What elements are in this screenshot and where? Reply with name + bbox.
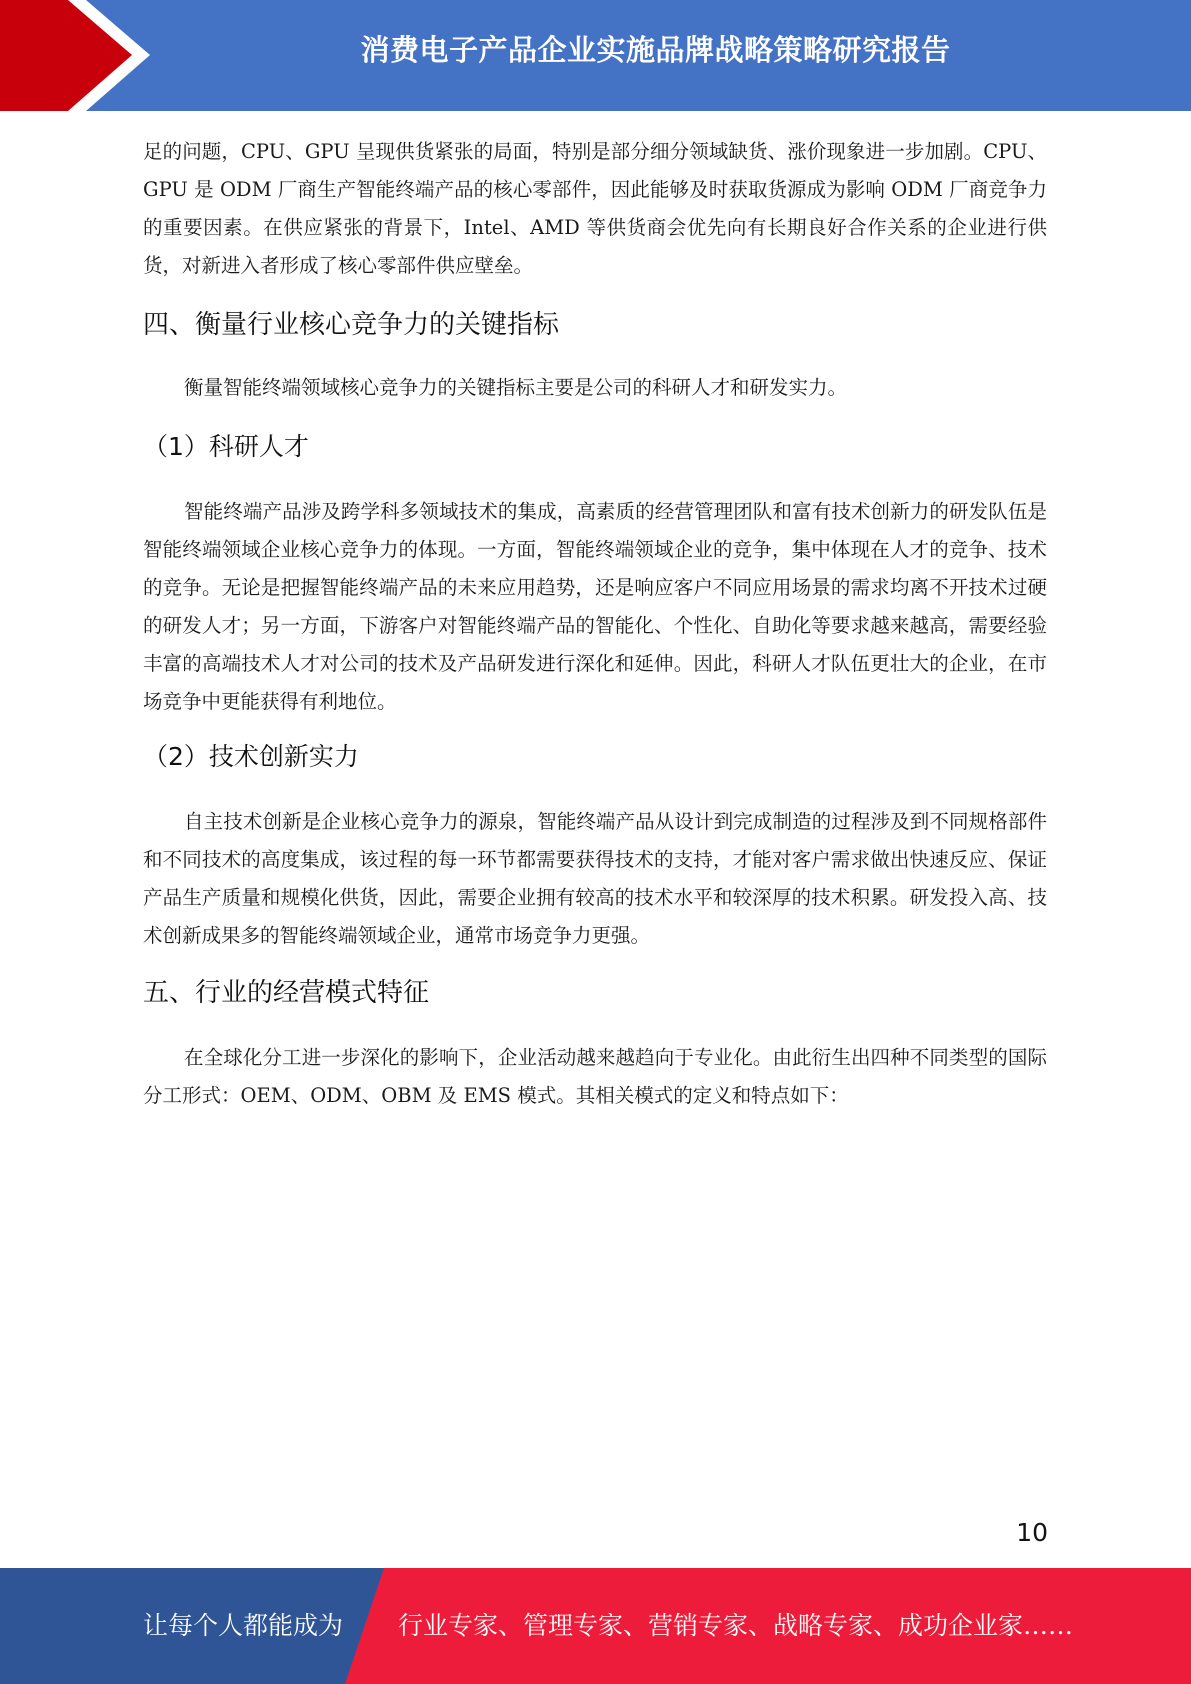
paragraph-business-models: 在全球化分工进一步深化的影响下，企业活动越来越趋向于专业化。由此衍生出四种不同类型的国际分工形式：OEM、ODM、OBM 及 EMS 模式。其相关模式的定义和特点如下： — [143, 1046, 1047, 1107]
page-number: 10 — [1016, 1518, 1048, 1547]
paragraph-talent: 智能终端产品涉及跨学科多领域技术的集成，高素质的经营管理团队和富有技术创新力的研发队伍是智能终端领域企业核心竞争力的体现。一方面，智能终端领域企业的竞争，集中体现在人才的竞争、技术的竞争。无论是把握智能终端产品的未来应用趋势，还是响应客户不同应用场景的需求均离不开技术过硬的研发人才；另一方面，下游客户对智能终端产品的智能化、个性化、自助化等要求越来越高，需要经验丰富的高端技术人才对公司的技术及产品研发进行深化和延伸。因此，科研人才队伍更壮大的企业，在市场竞争中更能获得有利地位。 — [143, 500, 1047, 713]
page-header — [0, 0, 1191, 111]
paragraph-supply: 足的问题，CPU、GPU 呈现供货紧张的局面，特别是部分细分领域缺货、涨价现象进一步加剧。CPU、GPU 是 ODM 厂商生产智能终端产品的核心零部件，因此能够及时获取货源成为影响 ODM 厂商竞争力的重要因素。在供应紧张的背景下，Intel、AMD 等供货商会优先向有长期良好合作关系的企业进行供货，对新进入者形成了核心零部件供应壁垒。 — [143, 140, 1047, 277]
paragraph-tech: 自主技术创新是企业核心竞争力的源泉，智能终端产品从设计到完成制造的过程涉及到不同规格部件和不同技术的高度集成，该过程的每一环节都需要获得技术的支持，才能对客户需求做出快速反应、保证产品生产质量和规模化供货，因此，需要企业拥有较高的技术水平和较深厚的技术积累。研发投入高、技术创新成果多的智能终端领域企业，通常市场竞争力更强。 — [143, 810, 1047, 947]
document-body — [143, 133, 1047, 1115]
paragraph-key-indicators: 衡量智能终端领域核心竞争力的关键指标主要是公司的科研人才和研发实力。 — [184, 376, 848, 399]
footer-slogan-right: 行业专家、管理专家、营销专家、战略专家、成功企业家…… — [398, 1611, 1074, 1640]
footer-slogan-left: 让每个人都能成为 — [143, 1611, 344, 1640]
page-footer — [0, 1568, 1191, 1684]
subsection-heading-tech: （2）技术创新实力 — [143, 742, 359, 771]
subsection-heading-talent: （1）科研人才 — [143, 432, 309, 461]
section-heading-five: 五、行业的经营模式特征 — [143, 978, 430, 1008]
report-title: 消费电子产品企业实施品牌战略策略研究报告 — [360, 33, 951, 67]
section-heading-four: 四、衡量行业核心竞争力的关键指标 — [143, 310, 560, 340]
